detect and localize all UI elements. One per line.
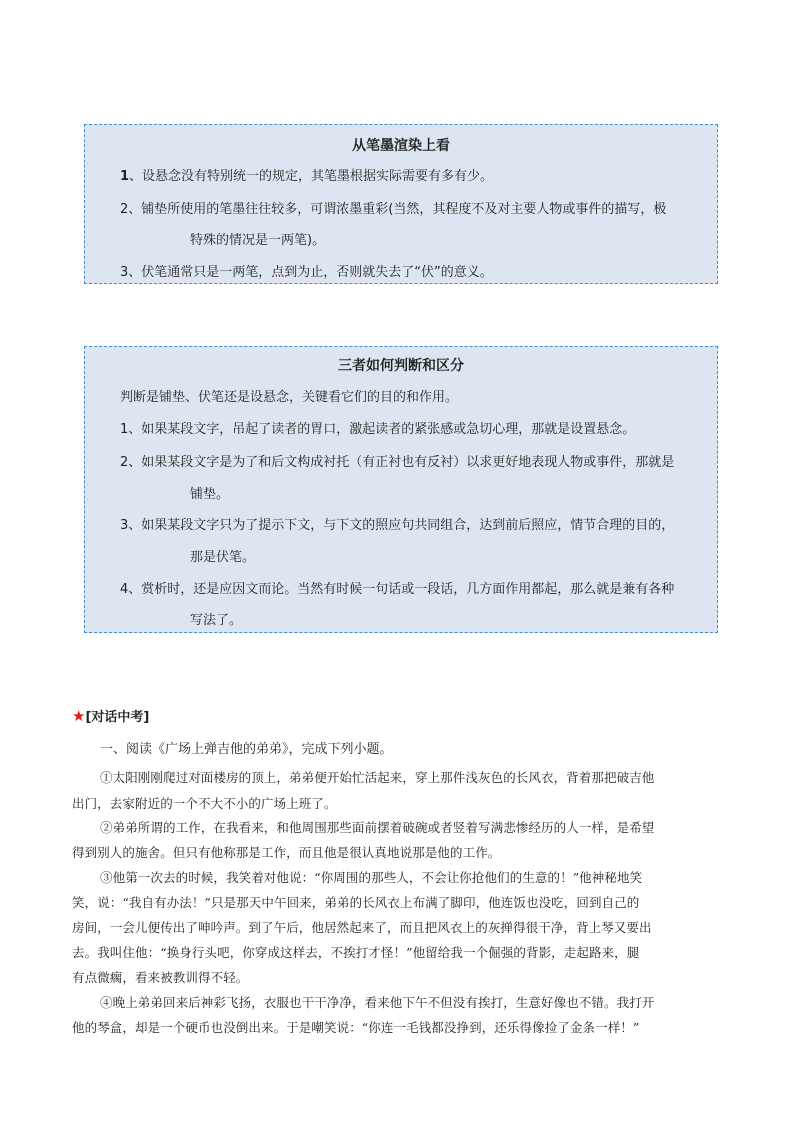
passage-line: 得到别人的施舍。但只有他称那是工作，而且他是很认真地说那是他的工作。 [72, 845, 501, 860]
passage-line: 有点微瘸，看来被教训得不轻。 [72, 970, 249, 985]
box-item-4-cont: 写法了。 [190, 613, 243, 628]
box-intro: 判断是铺垫、伏笔还是设悬念，关键看它们的目的和作用。 [120, 390, 459, 405]
section-heading [72, 706, 149, 725]
writing-box-distinguish [84, 346, 718, 633]
box-item-4: 4、赏析时，还是应因文而论。当然有时候一句话或一段话，几方面作用都起，那么就是兼有各种 [120, 582, 675, 597]
writing-box-ink [84, 124, 718, 284]
passage-line: 房间，一会儿便传出了呻吟声。到了午后，他居然起来了，而且把风衣上的灰掸得很干净，背上琴又要出 [72, 920, 652, 935]
box-title: 三者如何判断和区分 [338, 358, 464, 374]
box-title: 从笔墨渲染上看 [352, 138, 450, 154]
box-item-3: 3、如果某段文字只为了提示下文，与下文的照应句共同组合，达到前后照应，情节合理的目的， [120, 518, 675, 533]
box-item-1: 1、如果某段文字，吊起了读者的胃口，激起读者的紧张感或急切心理，那就是设置悬念。 [120, 422, 636, 437]
box-item-2-cont: 铺垫。 [190, 487, 230, 502]
box-item-3: 3、伏笔通常只是一两笔，点到为止，否则就失去了“伏”的意义。 [120, 265, 493, 280]
passage-line: 他的琴盒，却是一个硬币也没倒出来。于是嘲笑说：“你连一毛钱都没挣到，还乐得像捡了金条一样！” [72, 1020, 640, 1035]
question-intro: 一、阅读《广场上弹吉他的弟弟》，完成下列小题。 [100, 742, 393, 757]
passage-line: ④晚上弟弟回来后神彩飞扬，衣服也干干净净，看来他下午不但没有挨打，生意好像也不错。我打开 [100, 995, 655, 1010]
passage-line: ③他第一次去的时候，我笑着对他说：“你周围的那些人，不会让你抢他们的生意的！”他神秘地笑 [100, 870, 643, 885]
passage-line: 出门，去家附近的一个不大不小的广场上班了。 [72, 796, 337, 811]
passage-line: ①太阳刚刚爬过对面楼房的顶上，弟弟便开始忙活起来，穿上那件浅灰色的长风衣，背着那把破吉他 [100, 770, 655, 785]
box-item-3-cont: 那是伏笔。 [190, 550, 256, 565]
box-item-1 [120, 165, 493, 184]
passage-line: 去。我叫住他：“换身行头吧，你穿成这样去，不挨打才怪！”他留给我一个倔强的背影，走起路来，腿 [72, 945, 640, 960]
item-text: 、设悬念没有特别统一的规定，其笔墨根据实际需要有多有少。 [129, 169, 494, 184]
box-item-2: 2、如果某段文字是为了和后文构成衬托（有正衬也有反衬）以求更好地表现人物或事件，那就是 [120, 455, 675, 470]
item-number: 1 [120, 169, 130, 184]
passage-line: 笑，说：“我自有办法！”只是那天中午回来，弟弟的长风衣上布满了脚印，他连饭也没吃，回到自己的 [72, 895, 640, 910]
passage-line: ②弟弟所谓的工作，在我看来，和他周围那些面前摆着破碗或者竖着写满悲惨经历的人一样，是希望 [100, 820, 655, 835]
star-icon: ★ [72, 707, 86, 725]
section-heading-text: [对话中考] [85, 710, 150, 725]
box-item-2-cont: 特殊的情况是一两笔)。 [190, 233, 326, 248]
box-item-2: 2、铺垫所使用的笔墨往往较多，可谓浓墨重彩(当然，其程度不及对主要人物或事件的描写，极 [120, 202, 667, 217]
